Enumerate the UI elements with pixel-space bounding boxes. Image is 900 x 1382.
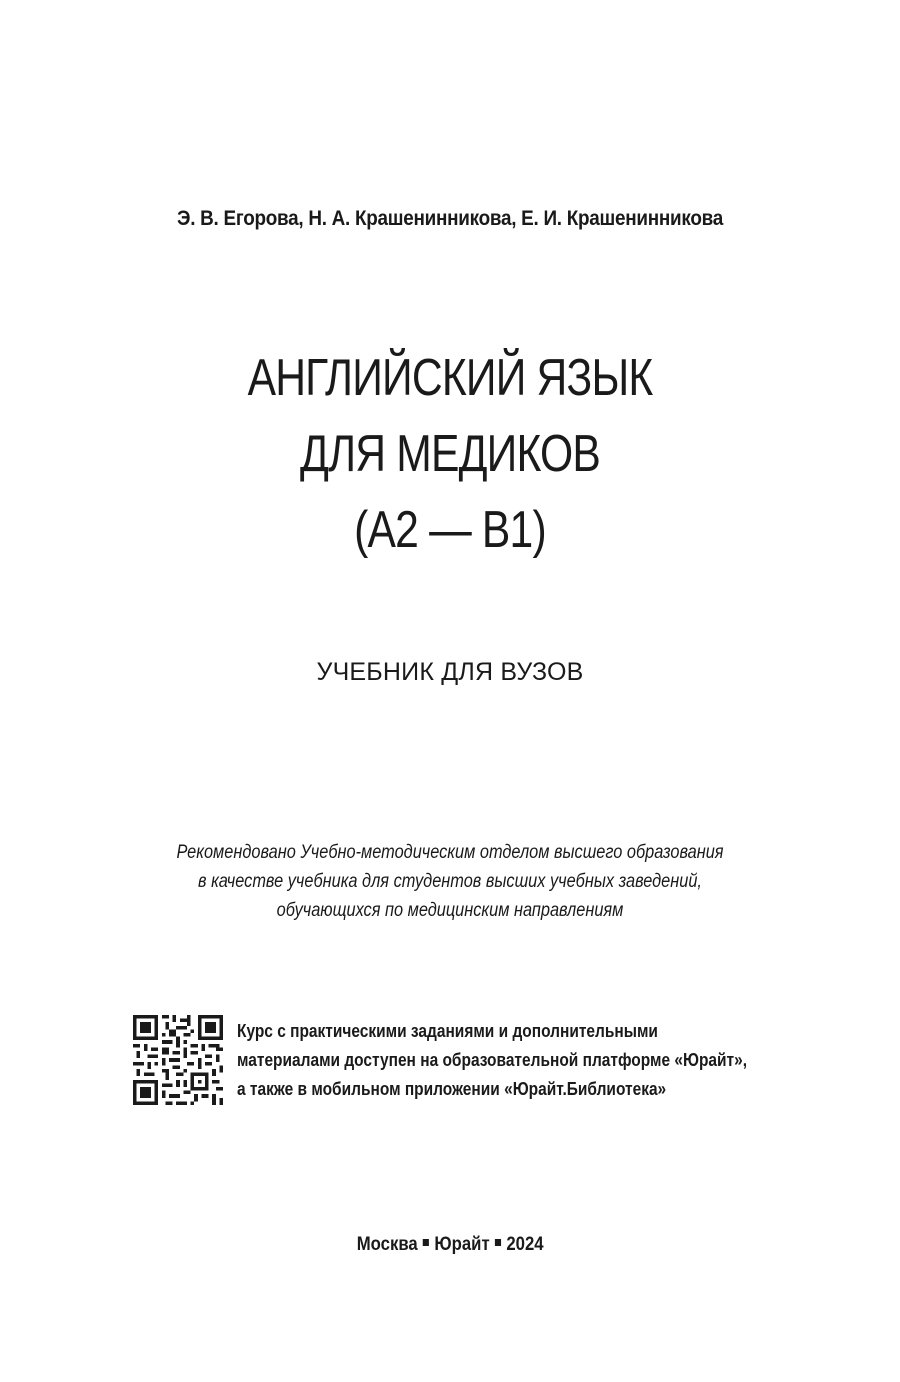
recommendation-line-1: Рекомендовано Учебно-методическим отделом высшего образования	[176, 842, 724, 863]
course-description	[237, 1017, 837, 1104]
title-line-1: АНГЛИЙСКИЙ ЯЗЫК	[247, 349, 653, 407]
imprint	[0, 1234, 900, 1256]
course-line-2: материалами доступен на образовательной платформе «Юрайт»,	[237, 1050, 748, 1070]
recommendation-line-3: обучающихся по медицинским направлениям	[276, 900, 624, 921]
separator-square-icon	[423, 1239, 429, 1246]
recommendation-line-2: в качестве учебника для студентов высших учебных заведений,	[198, 871, 702, 892]
imprint-city: Москва	[356, 1234, 418, 1255]
imprint-publisher: Юрайт	[434, 1234, 490, 1255]
authors: Э. В. Егорова, Н. А. Крашенинникова, Е. И. Крашенинникова	[177, 207, 723, 230]
book-subtitle: УЧЕБНИК ДЛЯ ВУЗОВ	[316, 658, 584, 686]
course-line-1: Курс с практическими заданиями и дополнительными	[237, 1021, 658, 1041]
recommendation	[0, 838, 900, 925]
separator-square-icon	[495, 1239, 501, 1246]
course-info	[133, 1013, 793, 1109]
book-title	[0, 340, 900, 568]
course-line-3: а также в мобильном приложении «Юрайт.Библиотека»	[237, 1079, 667, 1099]
qr-code-icon[interactable]	[133, 1015, 223, 1105]
title-line-3: (А2 — В1)	[354, 501, 546, 559]
title-line-2: ДЛЯ МЕДИКОВ	[300, 425, 600, 483]
imprint-year: 2024	[506, 1234, 544, 1255]
